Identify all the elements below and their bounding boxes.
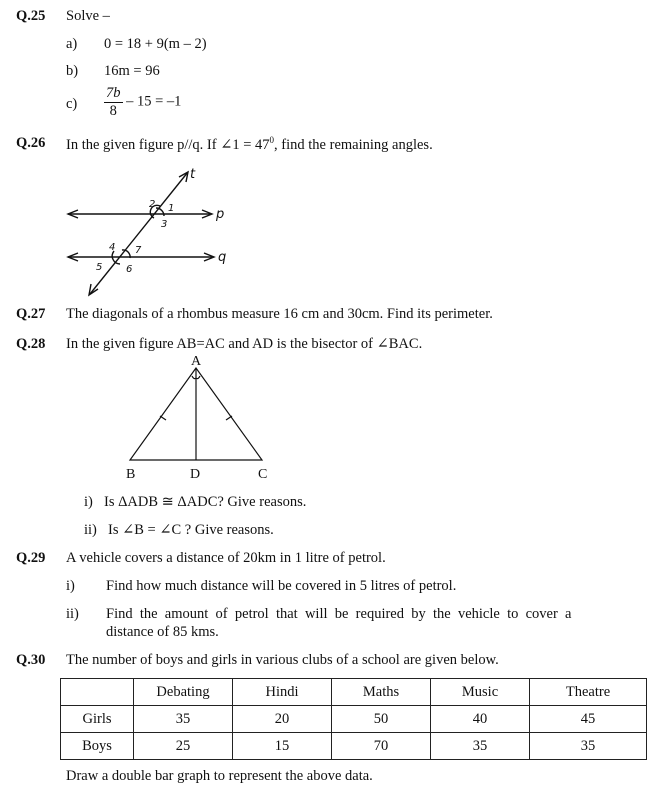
q25-c-rest: – 15 = –1 bbox=[126, 93, 182, 110]
vertex-d-label: D bbox=[190, 467, 201, 482]
q25-a-expr: 0 = 18 + 9(m – 2) bbox=[104, 36, 207, 52]
tick-mark bbox=[226, 416, 232, 420]
table-cell: 25 bbox=[134, 733, 233, 760]
q29-text: A vehicle covers a distance of 20km in 1 litre of petrol. bbox=[66, 550, 386, 566]
q25-number: Q.25 bbox=[16, 8, 46, 24]
table-row bbox=[61, 706, 647, 733]
angle-7-label: 7 bbox=[135, 245, 142, 256]
vertex-b-label: B bbox=[126, 467, 136, 482]
line-q-label: q bbox=[218, 250, 227, 265]
angle-6-label: 6 bbox=[126, 264, 133, 275]
table-header-cell bbox=[61, 679, 134, 706]
q25-c-expr bbox=[104, 86, 181, 118]
clubs-table bbox=[60, 678, 647, 760]
table-cell: 35 bbox=[530, 733, 647, 760]
angle-4-label: 4 bbox=[109, 242, 116, 253]
q29-i-label: i) bbox=[66, 578, 75, 594]
table-header-cell: Maths bbox=[332, 679, 431, 706]
q28-i-text: Is ΔADB ≅ ΔADC? Give reasons. bbox=[104, 494, 307, 510]
q28-text: In the given figure AB=AC and AD is the bisector of ∠BAC. bbox=[66, 336, 423, 352]
q28-ii-label: ii) bbox=[84, 522, 97, 538]
triangle-figure bbox=[120, 352, 280, 482]
q25-b-label: b) bbox=[66, 63, 79, 79]
q28-number: Q.28 bbox=[16, 336, 46, 352]
q26-number: Q.26 bbox=[16, 135, 46, 151]
table-header-cell: Theatre bbox=[530, 679, 647, 706]
table-cell: Boys bbox=[61, 733, 134, 760]
table-cell: 50 bbox=[332, 706, 431, 733]
table-header-cell: Hindi bbox=[233, 679, 332, 706]
line-t bbox=[90, 172, 188, 294]
q25-b-expr: 16m = 96 bbox=[104, 63, 160, 79]
q25-c-label: c) bbox=[66, 96, 78, 112]
line-p-label: p bbox=[216, 207, 225, 222]
q25-text: Solve – bbox=[66, 8, 110, 24]
angle-1-label: 1 bbox=[168, 203, 175, 214]
table-cell: 35 bbox=[431, 733, 530, 760]
angle-mark bbox=[196, 376, 200, 379]
q30-text: The number of boys and girls in various clubs of a school are given below. bbox=[66, 652, 499, 668]
angle-3-label: 3 bbox=[161, 219, 168, 230]
table-cell: 45 bbox=[530, 706, 647, 733]
angle-arc bbox=[156, 208, 164, 216]
table-header-cell: Debating bbox=[134, 679, 233, 706]
tick-mark bbox=[160, 416, 166, 420]
table-header-row bbox=[61, 679, 647, 706]
fraction-denominator: 8 bbox=[109, 102, 117, 119]
table-cell: 15 bbox=[233, 733, 332, 760]
q27-text: The diagonals of a rhombus measure 16 cm and 30cm. Find its perimeter. bbox=[66, 306, 493, 322]
q30-number: Q.30 bbox=[16, 652, 46, 668]
q29-ii-label: ii) bbox=[66, 606, 79, 622]
table-cell: 35 bbox=[134, 706, 233, 733]
table-cell: 70 bbox=[332, 733, 431, 760]
q25-a-label: a) bbox=[66, 36, 78, 52]
q30-footer: Draw a double bar graph to represent the above data. bbox=[66, 768, 373, 784]
vertex-a-label: A bbox=[191, 354, 202, 369]
line-t-label: t bbox=[190, 167, 196, 182]
q29-ii-text-line2: distance of 85 kms. bbox=[106, 624, 219, 640]
angle-5-label: 5 bbox=[96, 262, 103, 273]
fraction-numerator: 7b bbox=[106, 85, 121, 101]
fraction bbox=[104, 86, 123, 118]
parallel-lines-figure bbox=[60, 160, 250, 300]
q27-number: Q.27 bbox=[16, 306, 46, 322]
q28-i-label: i) bbox=[84, 494, 93, 510]
q29-ii-text-line1: Find the amount of petrol that will be required by the vehicle to cover a bbox=[106, 606, 572, 622]
table-header-cell: Music bbox=[431, 679, 530, 706]
table-cell: 20 bbox=[233, 706, 332, 733]
angle-2-label: 2 bbox=[149, 199, 156, 210]
table-cell: Girls bbox=[61, 706, 134, 733]
q28-ii-text: Is ∠B = ∠C ? Give reasons. bbox=[108, 522, 274, 538]
angle-mark bbox=[192, 376, 196, 379]
table-cell: 40 bbox=[431, 706, 530, 733]
q29-i-text: Find how much distance will be covered in 5 litres of petrol. bbox=[106, 578, 457, 594]
q29-number: Q.29 bbox=[16, 550, 46, 566]
q26-text: In the given figure p//q. If ∠1 = $47^0$, find the remaining angles. bbox=[66, 135, 433, 153]
vertex-c-label: C bbox=[258, 467, 268, 482]
table-row bbox=[61, 733, 647, 760]
